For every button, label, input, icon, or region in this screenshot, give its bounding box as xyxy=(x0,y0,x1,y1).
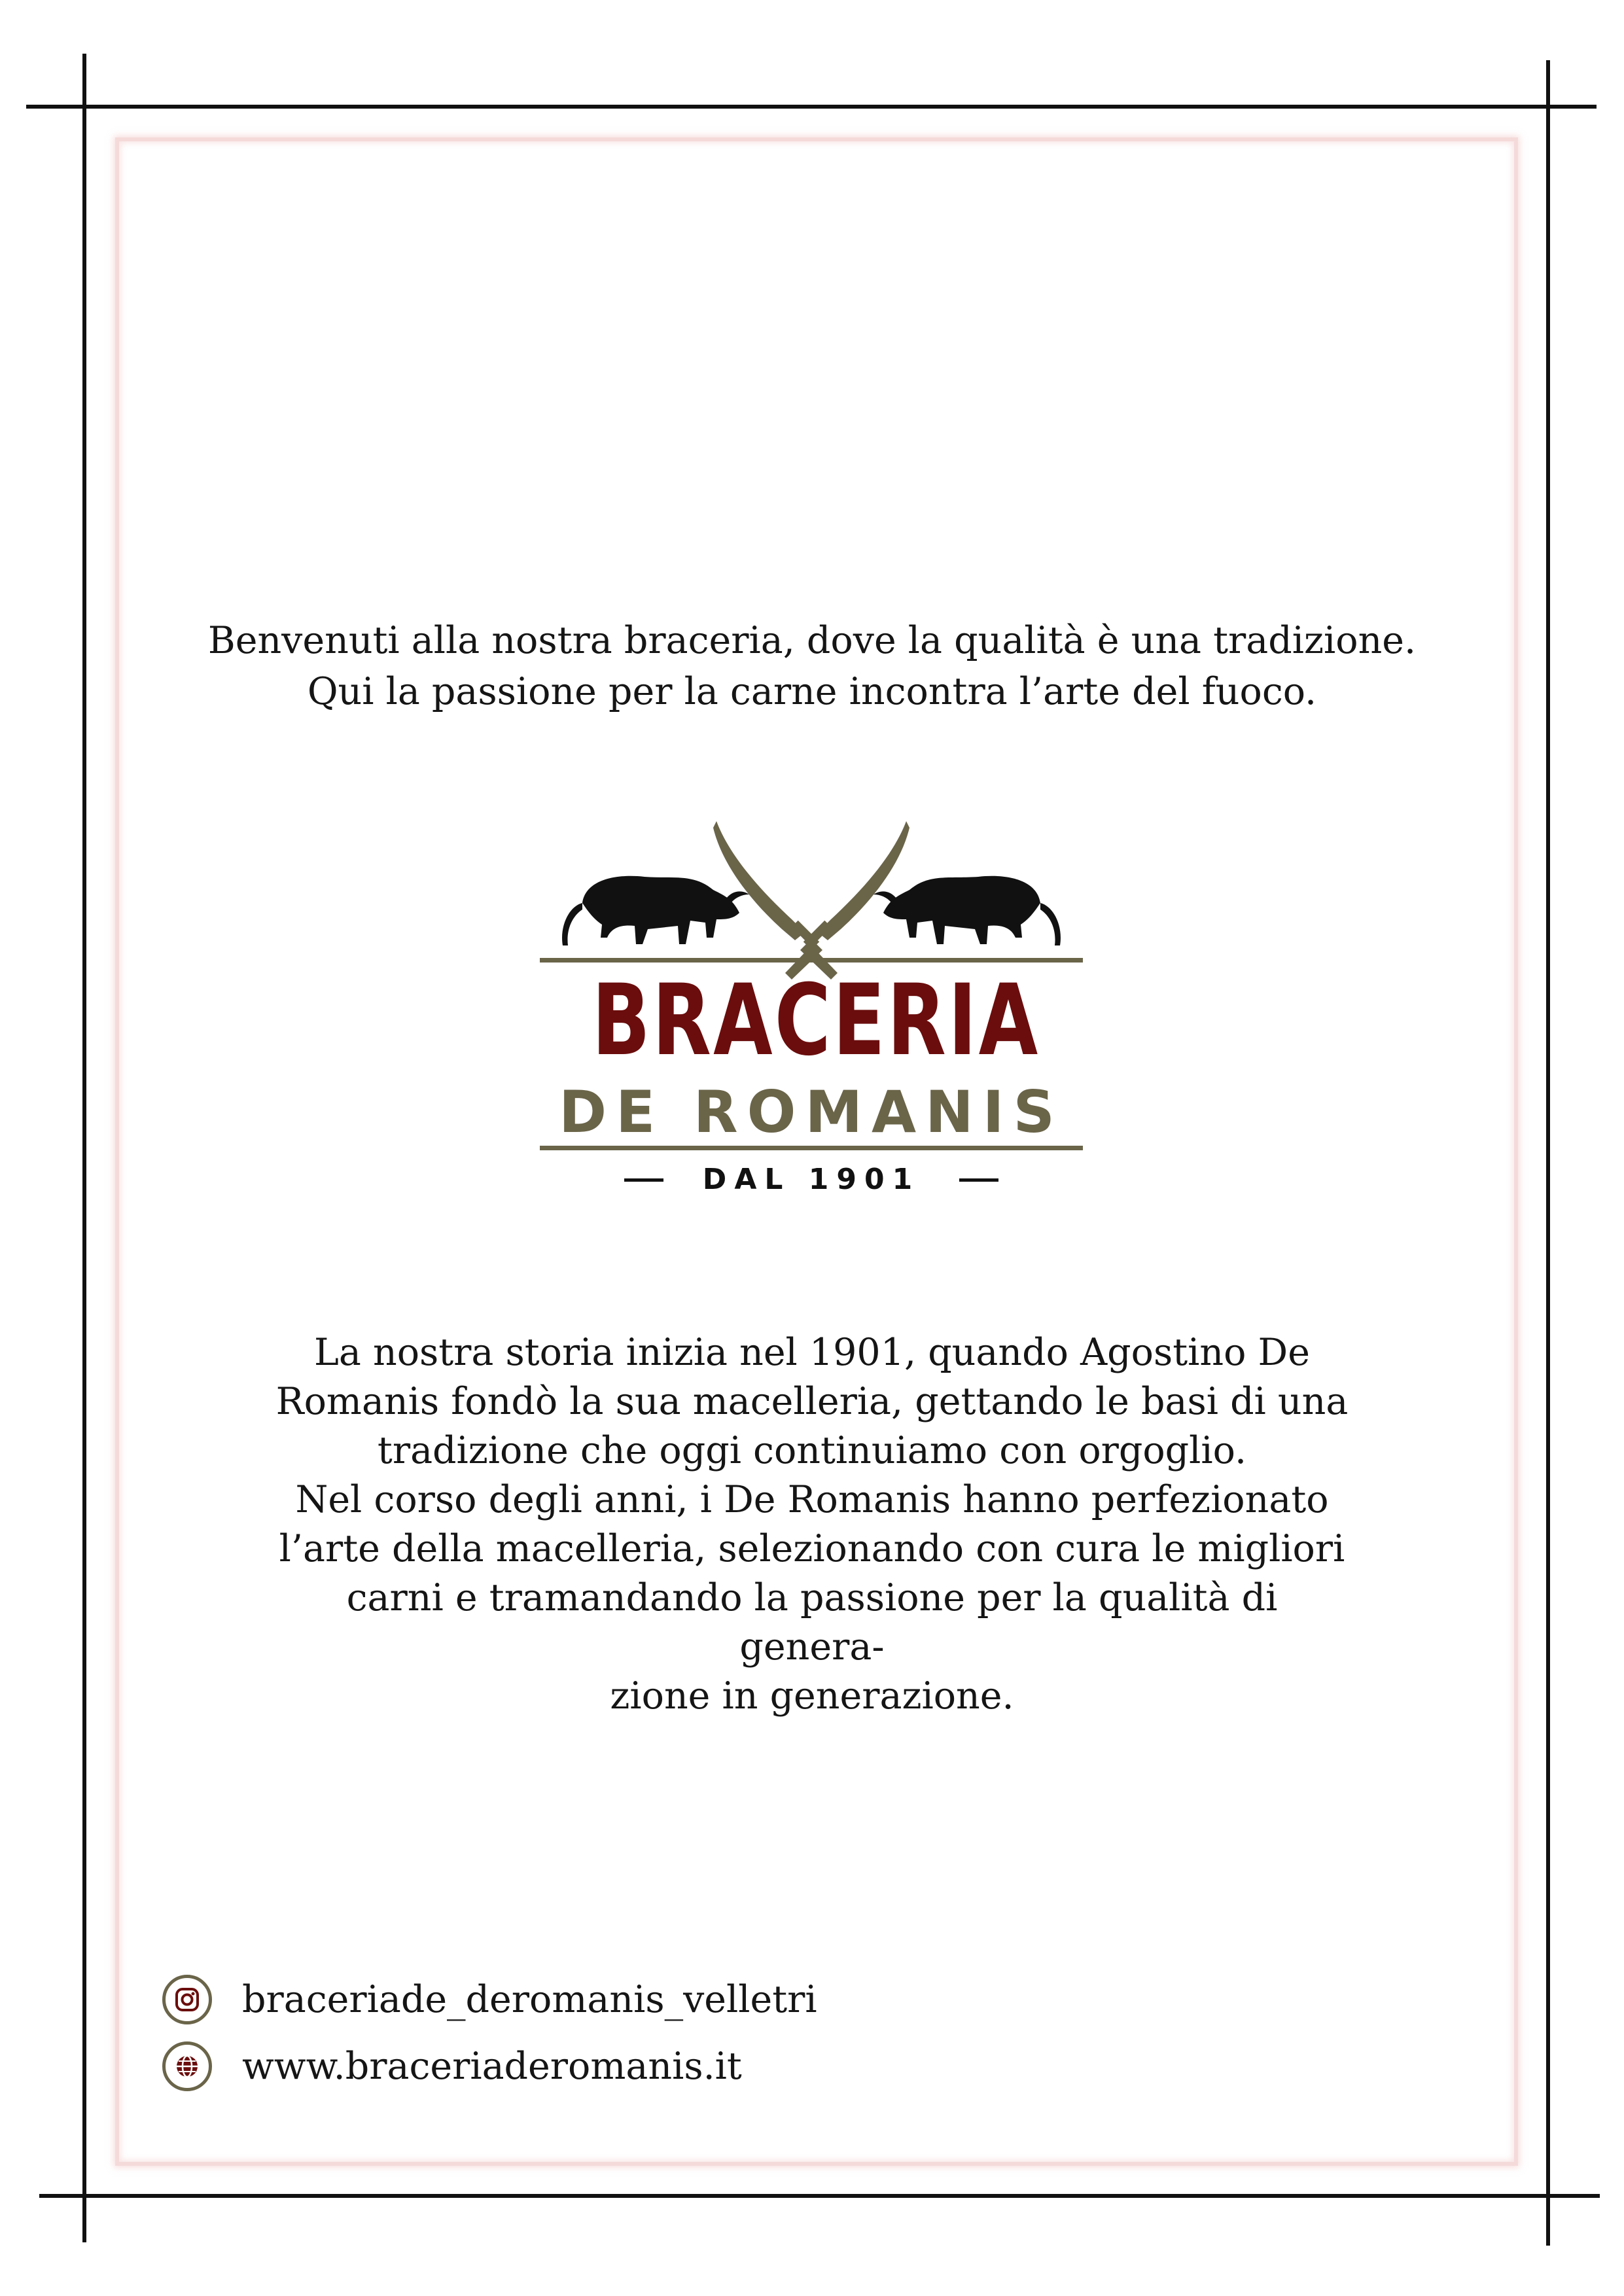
crossed-knives-icon xyxy=(713,821,909,980)
story-line: zione in generazione. xyxy=(610,1674,1014,1718)
frame-line-top xyxy=(26,105,1597,109)
logo-name: BRACERIA xyxy=(591,964,1040,1078)
story-line: carni e tramandando la passione per la qualità di genera- xyxy=(346,1576,1278,1669)
bull-right-icon xyxy=(874,876,1061,945)
website-contact[interactable] xyxy=(162,2041,742,2091)
instagram-icon xyxy=(162,1975,212,2024)
website-url[interactable]: www.braceriaderomanis.it xyxy=(242,2045,742,2088)
story-line: tradizione che oggi continuiamo con orgoglio. xyxy=(377,1429,1247,1472)
story-line: La nostra storia inizia nel 1901, quando Agostino De xyxy=(314,1331,1310,1374)
bull-left-icon xyxy=(562,876,749,945)
story-line: l’arte della macelleria, selezionando con cura le migliori xyxy=(279,1527,1345,1570)
frame-line-left xyxy=(82,54,86,2242)
instagram-contact[interactable] xyxy=(162,1975,817,2024)
story-line: Romanis fondò la sua macelleria, gettando le basi di una xyxy=(275,1380,1349,1423)
logo-since: DAL 1901 xyxy=(702,1163,921,1196)
logo-rule-bottom xyxy=(540,1146,1083,1150)
logo-dash-right xyxy=(959,1178,998,1182)
intro-text xyxy=(164,615,1460,717)
globe-icon xyxy=(162,2041,212,2091)
logo-subname: DE ROMANIS xyxy=(559,1078,1064,1146)
frame-line-bottom xyxy=(39,2194,1600,2198)
story-line: Nel corso degli anni, i De Romanis hanno perfezionato xyxy=(295,1478,1329,1521)
frame-line-right xyxy=(1546,60,1550,2246)
logo-dash-left xyxy=(624,1178,663,1182)
intro-line-2: Qui la passione per la carne incontra l’arte del fuoco. xyxy=(307,670,1317,713)
logo-since-row xyxy=(530,1163,1093,1196)
instagram-handle[interactable]: braceriade_deromanis_velletri xyxy=(242,1978,817,2021)
intro-line-1: Benvenuti alla nostra braceria, dove la qualità è una tradizione. xyxy=(207,619,1417,662)
brand-logo xyxy=(530,821,1093,1214)
story-text xyxy=(275,1328,1349,1721)
